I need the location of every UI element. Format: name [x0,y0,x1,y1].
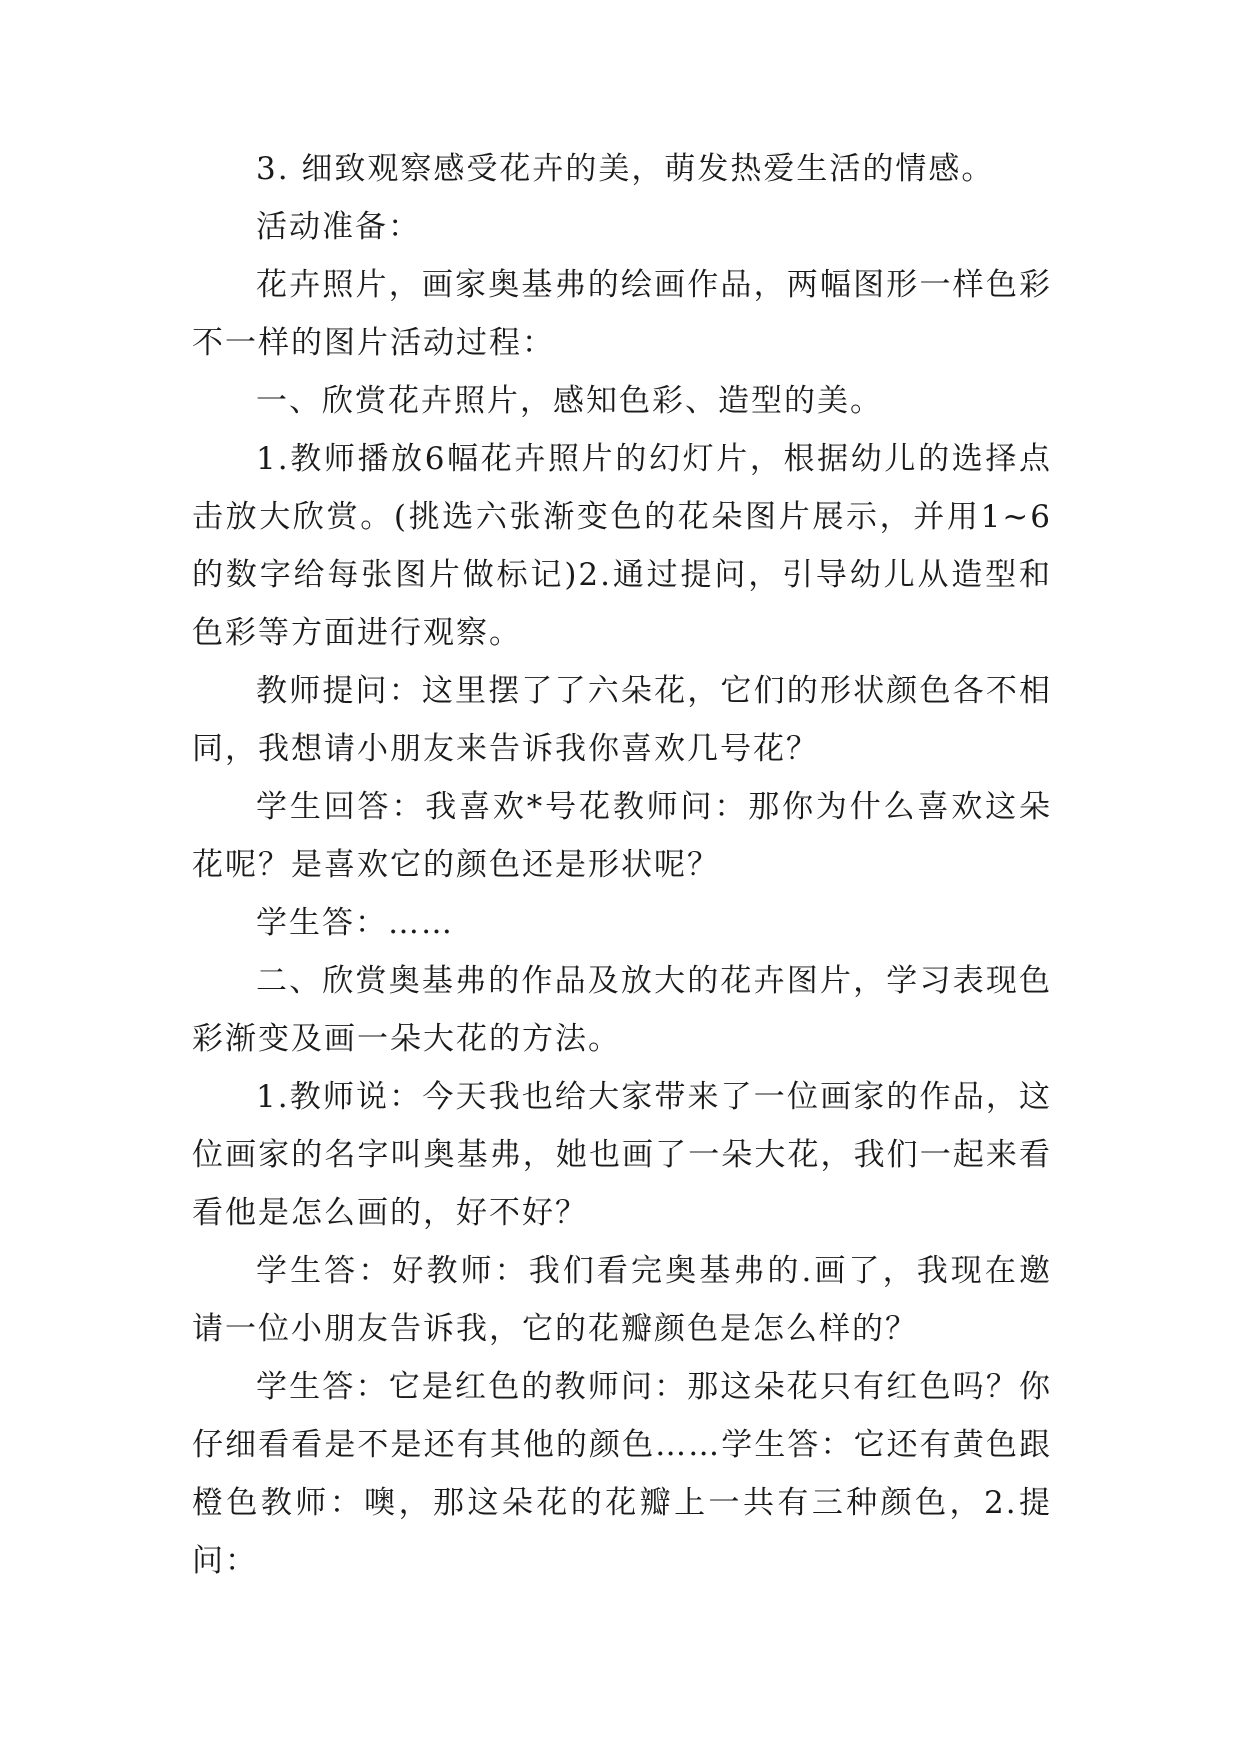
paragraph: 二、欣赏奥基弗的作品及放大的花卉图片，学习表现色彩渐变及画一朵大花的方法。 [192,963,1052,1057]
paragraph: 花卉照片，画家奥基弗的绘画作品，两幅图形一样色彩不一样的图片活动过程： [192,267,1052,361]
paragraph: 1.教师说：今天我也给大家带来了一位画家的作品，这位画家的名字叫奥基弗，她也画了一朵大花，我们一起来看看他是怎么画的，好不好？ [192,1079,1052,1231]
paragraph: 学生答：好教师：我们看完奥基弗的.画了，我现在邀请一位小朋友告诉我，它的花瓣颜色是怎么样的？ [192,1253,1052,1347]
paragraph: 学生答：…… [256,905,454,941]
paragraph: 3. 细致观察感受花卉的美，萌发热爱生活的情感。 [256,151,995,187]
paragraph: 活动准备： [256,209,421,245]
paragraph: 学生答：它是红色的教师问：那这朵花只有红色吗？你仔细看看是不是还有其他的颜色……学生答：它还有黄色跟橙色教师：噢，那这朵花的花瓣上一共有三种颜色，2.提问： [192,1369,1052,1579]
paragraph: 1.教师播放6幅花卉照片的幻灯片，根据幼儿的选择点击放大欣赏。(挑选六张渐变色的花朵图片展示，并用1~6的数字给每张图片做标记)2.通过提问，引导幼儿从造型和色彩等方面进行观察。 [192,441,1052,651]
paragraph: 教师提问：这里摆了了六朵花，它们的形状颜色各不相同，我想请小朋友来告诉我你喜欢几号花？ [192,673,1052,767]
paragraph: 一、欣赏花卉照片，感知色彩、造型的美。 [256,383,883,419]
document-page [192,140,1052,1590]
paragraph: 学生回答：我喜欢*号花教师问：那你为什么喜欢这朵花呢？是喜欢它的颜色还是形状呢？ [192,789,1052,883]
